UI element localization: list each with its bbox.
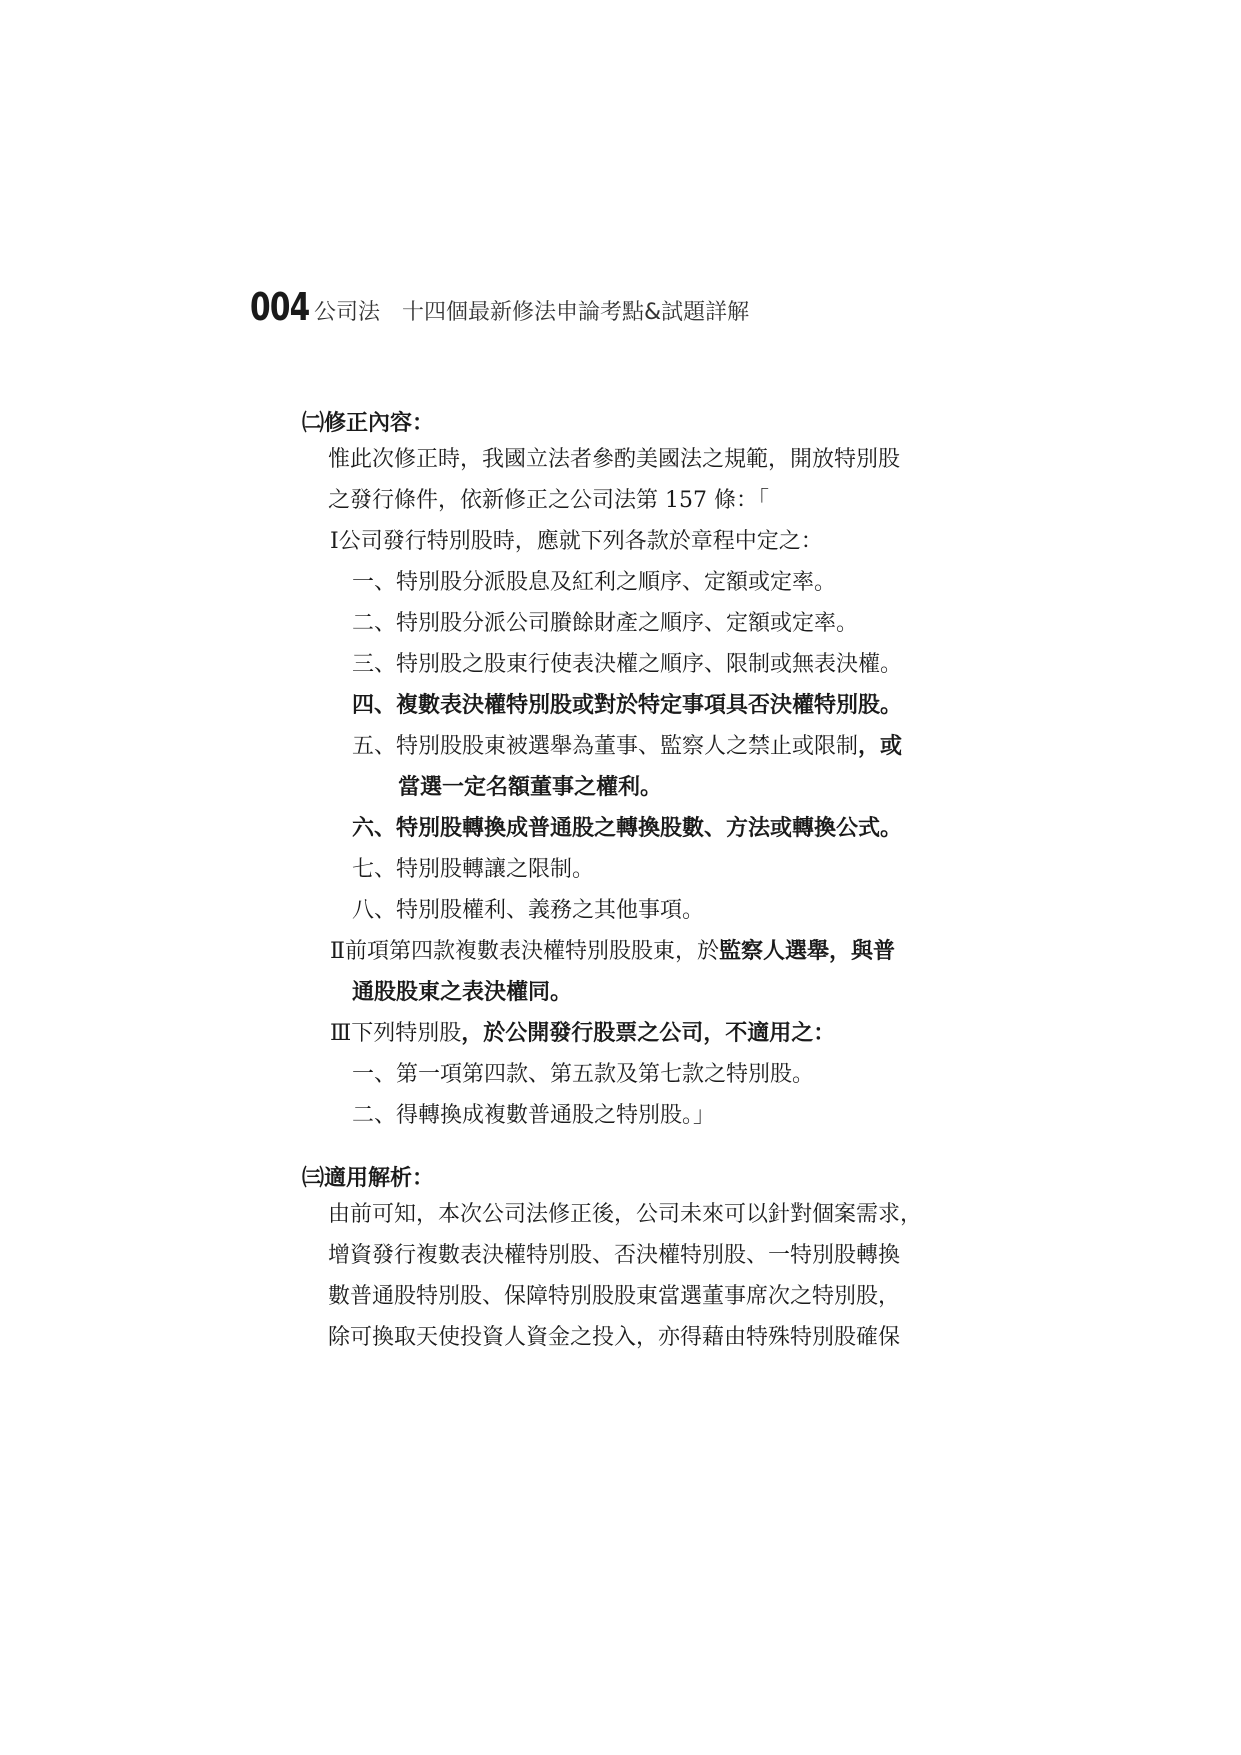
paragraph-3-item-2: 二、得轉換成複數普通股之特別股。」 (352, 1103, 716, 1128)
analysis-line-2: 增資發行複數表決權特別股、否決權特別股、一特別股轉換 (328, 1243, 901, 1268)
intro-line-2: 之發行條件，依新修正之公司法第 157 條：「 (328, 488, 769, 513)
list-item-2: 二、特別股分派公司賸餘財產之順序、定額或定率。 (352, 611, 859, 636)
list-item-5-continued-text: 當選一定名額董事之權利。 (398, 775, 663, 800)
list-item-8: 八、特別股權利、義務之其他事項。 (352, 898, 705, 923)
article-paragraph-2-continued-text: 通股股東之表決權同。 (352, 980, 573, 1005)
article-paragraph-2-emphasis: 監察人選舉，與普 (718, 939, 895, 964)
analysis-line-1: 由前可知，本次公司法修正後，公司未來可以針對個案需求， (328, 1202, 923, 1227)
list-item-4-text: 四、複數表決權特別股或對於特定事項具否決權特別股。 (352, 693, 903, 718)
list-item-5 (352, 734, 902, 760)
list-item-5-text: 五、特別股股東被選舉為董事、監察人之禁止或限制 (352, 734, 859, 759)
analysis-line-4: 除可換取天使投資人資金之投入，亦得藉由特殊特別股確保 (328, 1325, 901, 1350)
list-item-7: 七、特別股轉讓之限制。 (352, 857, 595, 882)
article-paragraph-2-text: Ⅱ前項第四款複數表決權特別股股東，於 (330, 939, 719, 964)
article-paragraph-3-emphasis: ，於公開發行股票之公司，不適用之： (461, 1021, 836, 1046)
section-heading-analysis: ㈢適用解析： (302, 1166, 435, 1191)
article-paragraph-1: Ⅰ公司發行特別股時，應就下列各款於章程中定之： (330, 529, 823, 554)
list-item-1: 一、特別股分派股息及紅利之順序、定額或定率。 (352, 570, 837, 595)
list-item-5-emphasis: ，或 (858, 734, 903, 759)
paragraph-3-item-1: 一、第一項第四款、第五款及第七款之特別股。 (352, 1062, 815, 1087)
article-paragraph-2-continued (352, 980, 572, 1006)
article-paragraph-3-text: Ⅲ下列特別股 (330, 1021, 462, 1046)
page-number: 004 (250, 285, 310, 329)
article-paragraph-3 (330, 1021, 835, 1047)
article-paragraph-2 (330, 939, 895, 965)
analysis-line-3: 數普通股特別股、保障特別股股東當選董事席次之特別股， (328, 1284, 901, 1309)
list-item-6-text: 六、特別股轉換成普通股之轉換股數、方法或轉換公式。 (352, 816, 903, 841)
book-title: 公司法 十四個最新修法申論考點&試題詳解 (314, 299, 750, 325)
section-heading-amendment: ㈡修正內容： (302, 411, 435, 436)
list-item-3: 三、特別股之股東行使表決權之順序、限制或無表決權。 (352, 652, 903, 677)
running-header (250, 285, 750, 329)
list-item-4 (352, 693, 902, 719)
list-item-6 (352, 816, 902, 842)
list-item-5-continued (398, 775, 662, 801)
intro-line-1: 惟此次修正時，我國立法者參酌美國法之規範，開放特別股 (328, 447, 901, 472)
